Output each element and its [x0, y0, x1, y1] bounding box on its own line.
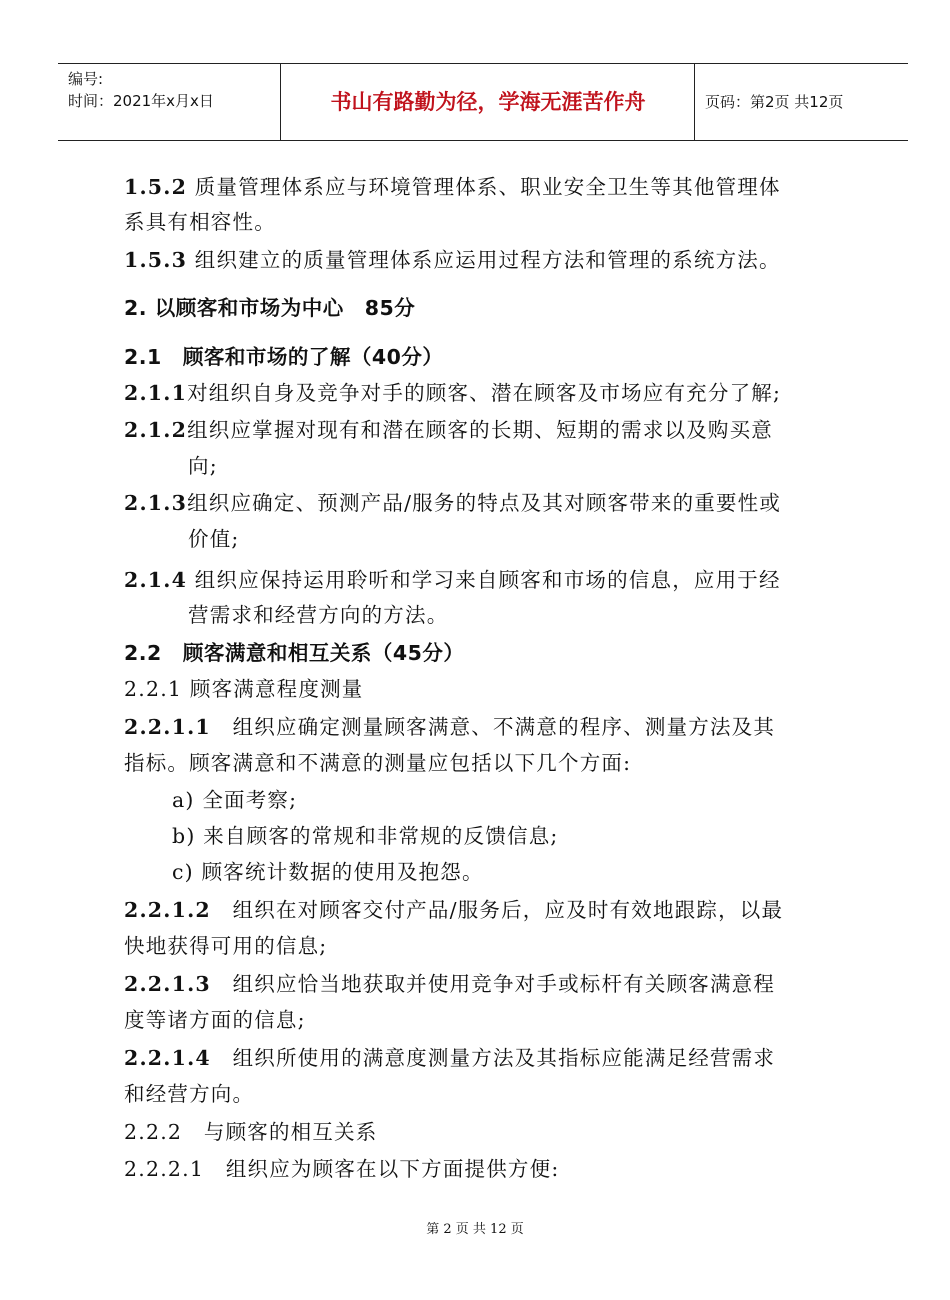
page-header — [58, 63, 908, 141]
clause-2-2-1-2: 2.2.1.2 组织在对顾客交付产品/服务后，应及时有效地跟踪，以最 — [124, 898, 784, 922]
clause-2-2-1-2-cont: 快地获得可用的信息; — [124, 934, 328, 958]
clause-2-1-1: 2.1.1对组织自身及竞争对手的顾客、潜在顾客及市场应有充分了解; — [124, 381, 782, 405]
clause-2-1-3-cont: 价值; — [188, 527, 240, 551]
header-divider — [694, 64, 695, 140]
document-date-label: 时间：2021年x月x日 — [68, 92, 214, 110]
subsection-2-2-1: 2.2.1 顾客满意程度测量 — [124, 677, 364, 701]
clause-2-2-1-1-cont: 指标。顾客满意和不满意的测量应包括以下几个方面: — [124, 751, 632, 775]
section-heading-2-1: 2.1 顾客和市场的了解（40分） — [124, 345, 444, 369]
document-number-label: 编号: — [68, 70, 104, 88]
clause-2-1-2-cont: 向; — [188, 454, 218, 478]
clause-1-5-3: 1.5.3 组织建立的质量管理体系应运用过程方法和管理的系统方法。 — [124, 248, 781, 272]
clause-2-2-1-4-cont: 和经营方向。 — [124, 1082, 255, 1106]
clause-1-5-2-cont: 系具有相容性。 — [124, 210, 276, 234]
header-divider — [280, 64, 281, 140]
clause-2-1-4: 2.1.4 组织应保持运用聆听和学习来自顾客和市场的信息，应用于经 — [124, 568, 781, 592]
subsection-2-2-2: 2.2.2 与顾客的相互关系 — [124, 1120, 378, 1144]
list-item-b: b) 来自顾客的常规和非常规的反馈信息; — [172, 824, 559, 848]
clause-2-2-2-1: 2.2.2.1 组织应为顾客在以下方面提供方便: — [124, 1157, 560, 1181]
clause-2-2-1-1: 2.2.1.1 组织应确定测量顾客满意、不满意的程序、测量方法及其 — [124, 715, 776, 739]
header-page-number: 页码：第2页 共12页 — [705, 93, 844, 111]
section-heading-2: 2. 以顾客和市场为中心 85分 — [124, 296, 416, 320]
clause-2-2-1-3: 2.2.1.3 组织应恰当地获取并使用竞争对手或标杆有关顾客满意程 — [124, 972, 776, 996]
section-heading-2-2: 2.2 顾客满意和相互关系（45分） — [124, 641, 465, 665]
page-footer: 第 2 页 共 12 页 — [426, 1222, 524, 1237]
clause-2-1-3: 2.1.3组织应确定、预测产品/服务的特点及其对顾客带来的重要性或 — [124, 491, 782, 515]
list-item-a: a) 全面考察; — [172, 788, 298, 812]
clause-1-5-2: 1.5.2 质量管理体系应与环境管理体系、职业安全卫生等其他管理体 — [124, 175, 781, 199]
clause-2-1-2: 2.1.2组织应掌握对现有和潜在顾客的长期、短期的需求以及购买意 — [124, 418, 773, 442]
list-item-c: c) 顾客统计数据的使用及抱怨。 — [172, 860, 484, 884]
clause-2-2-1-4: 2.2.1.4 组织所使用的满意度测量方法及其指标应能满足经营需求 — [124, 1046, 776, 1070]
clause-2-2-1-3-cont: 度等诸方面的信息; — [124, 1008, 306, 1032]
header-motto: 书山有路勤为径，学海无涯苦作舟 — [330, 90, 646, 114]
clause-2-1-4-cont: 营需求和经营方向的方法。 — [188, 603, 449, 627]
